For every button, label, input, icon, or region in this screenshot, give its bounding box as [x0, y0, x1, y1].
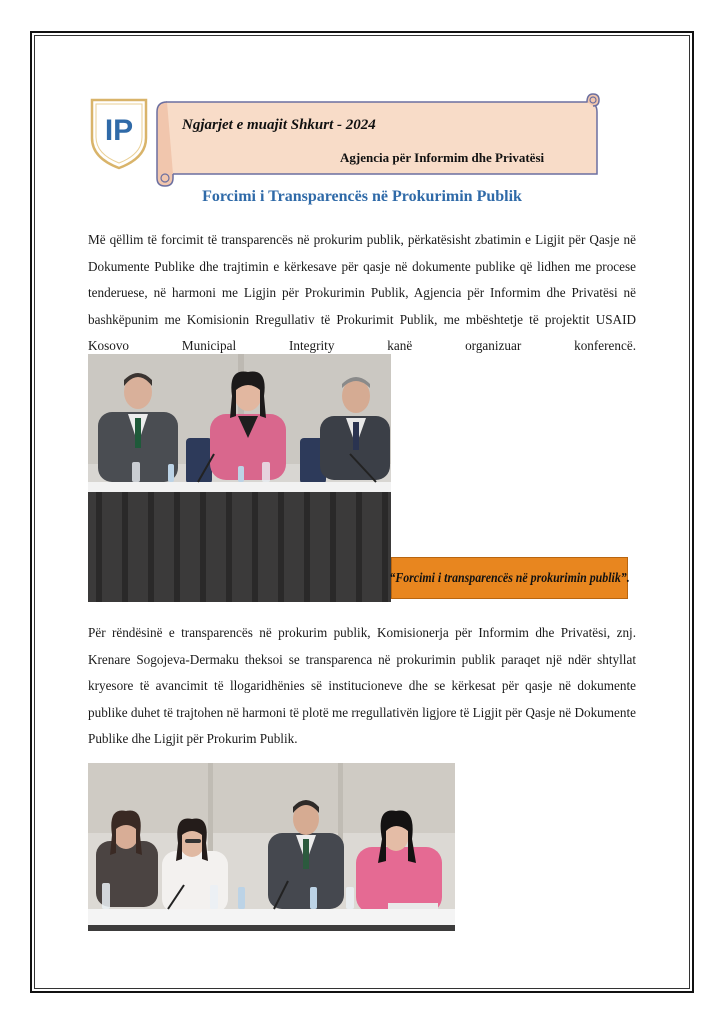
- banner-title: Ngjarjet e muajit Shkurt - 2024: [182, 117, 376, 133]
- header-banner: [153, 90, 603, 188]
- article-headline: Forcimi i Transparencës në Prokurimin Publik: [202, 188, 522, 205]
- logo-text: IP: [104, 114, 134, 147]
- photo-caption-box: [391, 557, 628, 599]
- photo-caption: “Forcimi i transparencës në prokurimin publik”.: [389, 570, 630, 585]
- banner-organization: Agjencia për Informim dhe Privatësi: [340, 150, 545, 165]
- agency-logo: [88, 96, 150, 170]
- article-paragraph-2: Për rëndësinë e transparencës në prokurim publik, Komisionerja për Informim dhe Privatësi, znj. Krenare Sogojeva-Dermaku theksoi se transparenca në prokurimin publik paraqet një ndër shtyllat kryesore të avancimit të llogaridhënies së institucioneve dhe se kërkesat për qasje në dokumente publike duhet të trajtohen në harmoni të plotë me rregullativën ligjore të Ligjit për Qasje në Dokumente Publike dhe Ligjit për Prokurim Publik.: [88, 625, 636, 746]
- conference-photo-panel: [88, 354, 391, 602]
- article-paragraph-1: Më qëllim të forcimit të transparencës në prokurim publik, përkatësisht zbatimin e Ligjit për Qasje në Dokumente Publike dhe trajtimin e kërkesave për qasje në dokumente publike që lidhen me procese tenderuese, në harmoni me Ligjin për Prokurimin Publik, Agjencia për Informim dhe Privatësi në bashkëpunim me Komisionin Rregullativ të Prokurimit Publik, me mbështetje të projektit USAID Kosovo Municipal Integrity kanë organizuar konferencë.: [88, 232, 636, 353]
- conference-photo-participants: [88, 763, 455, 931]
